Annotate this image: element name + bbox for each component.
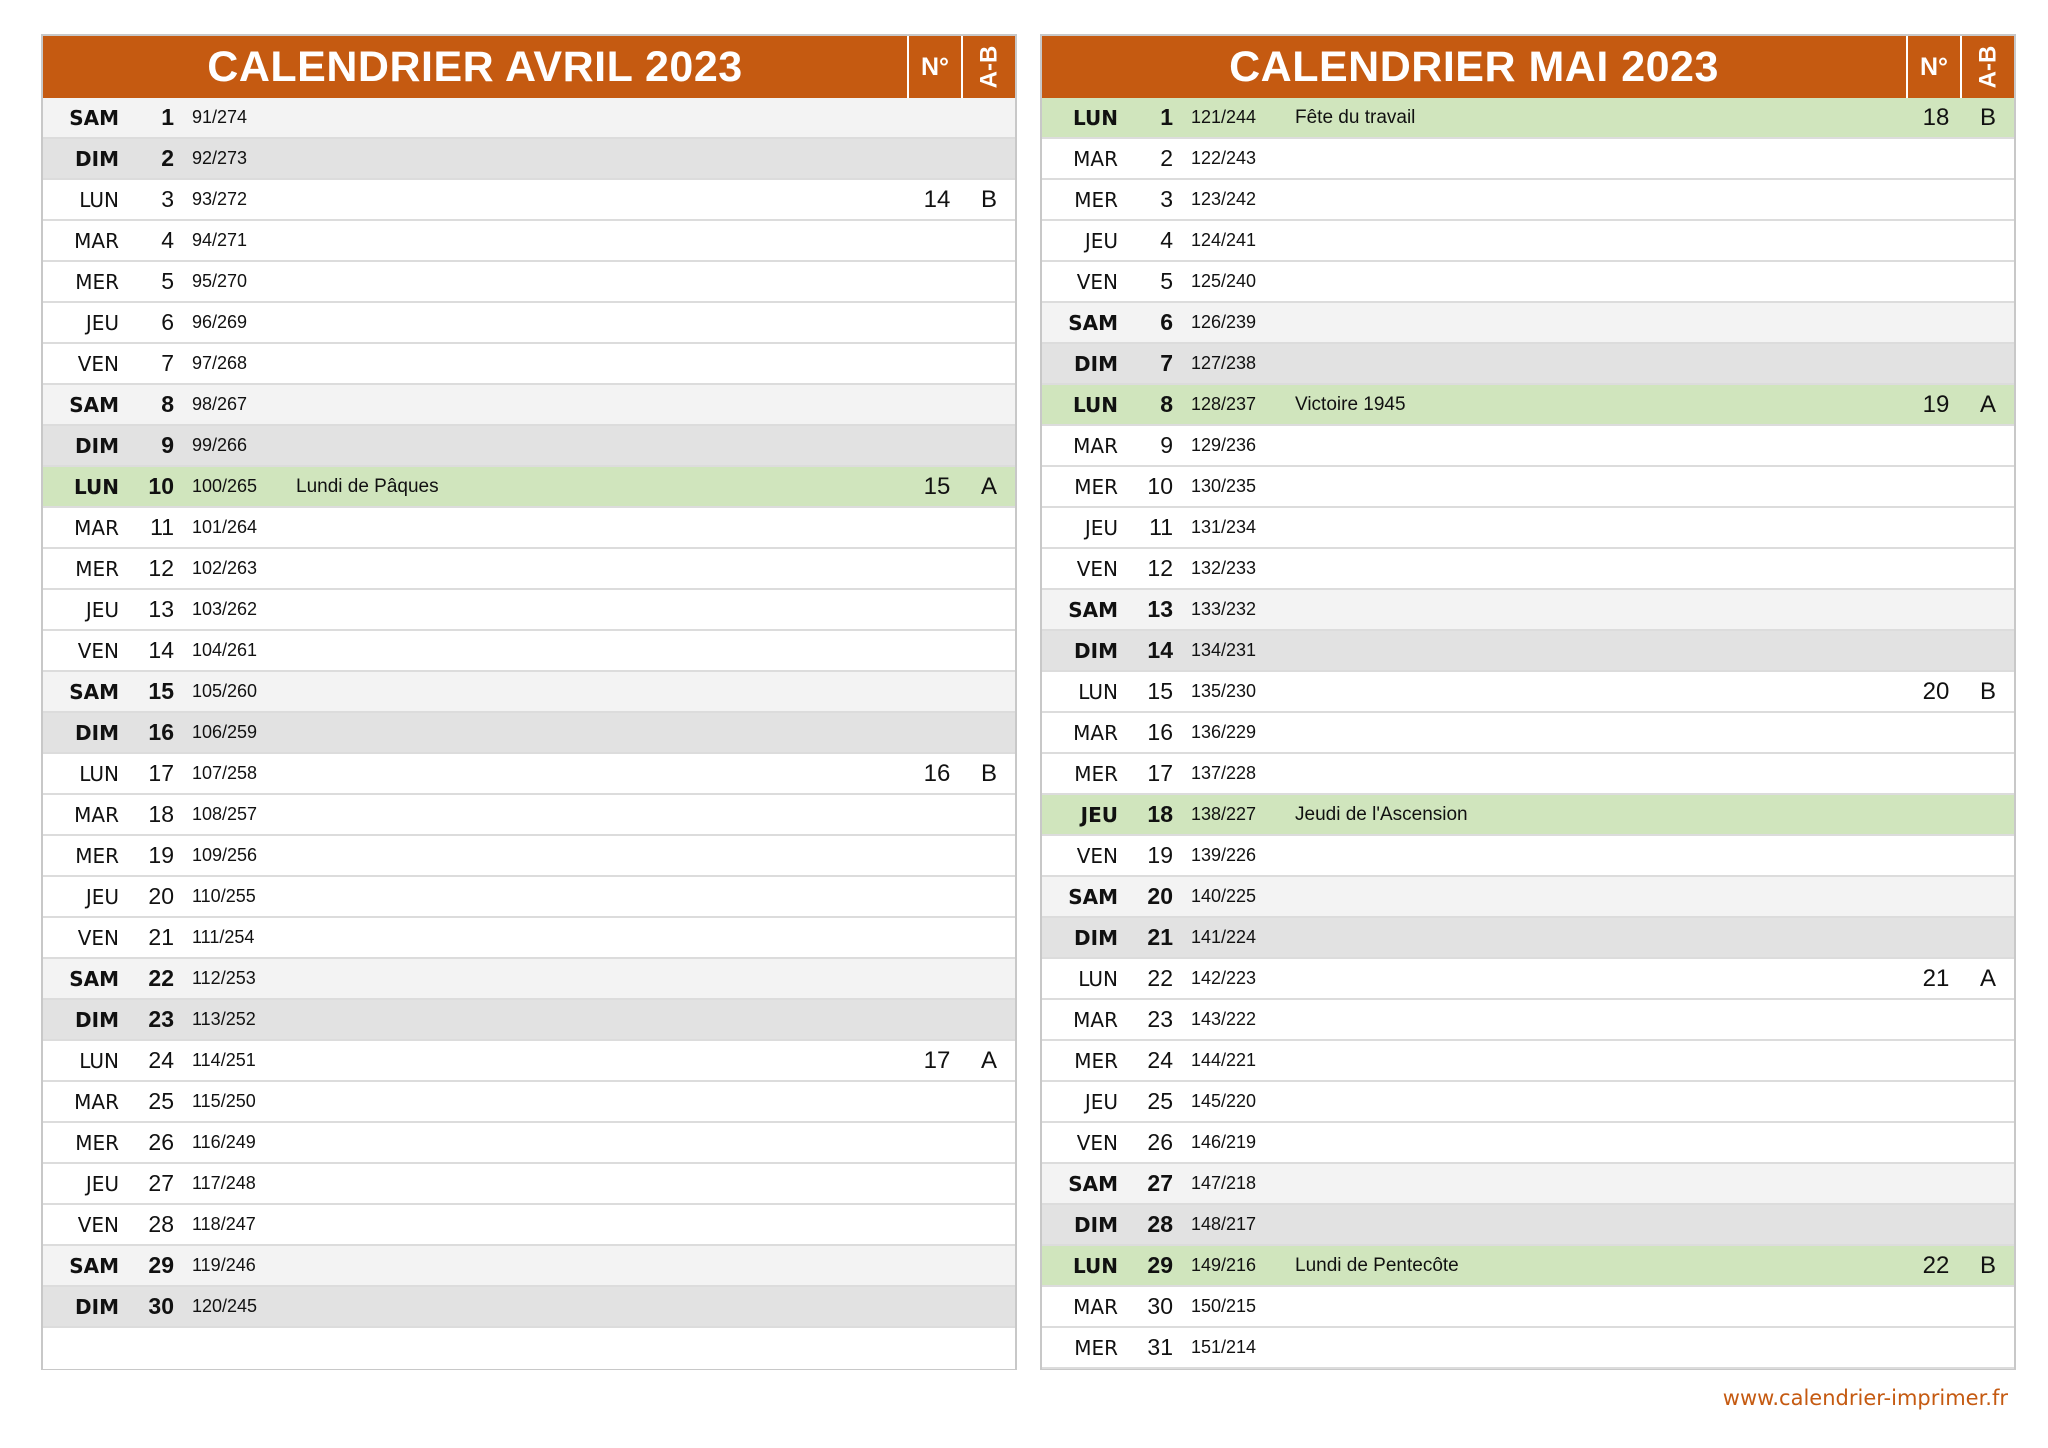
day-number: 14 xyxy=(148,637,174,663)
event-label: Lundi de Pâques xyxy=(296,475,439,497)
day-row xyxy=(43,713,1015,754)
day-row xyxy=(43,1164,1015,1205)
day-number: 27 xyxy=(1147,1170,1173,1196)
day-of-year: 103/262 xyxy=(192,599,258,619)
day-number: 2 xyxy=(161,145,174,171)
day-of-year: 127/238 xyxy=(1191,353,1257,373)
day-number: 7 xyxy=(1160,350,1173,376)
footer-website-link[interactable]: www.calendrier-imprimer.fr xyxy=(1722,1386,2008,1410)
day-number: 11 xyxy=(1149,514,1173,540)
week-number: 20 xyxy=(1922,677,1950,705)
day-row xyxy=(1042,836,2014,877)
weekday-label: DIM xyxy=(75,720,119,745)
day-of-year: 117/248 xyxy=(192,1173,256,1193)
day-number: 5 xyxy=(1160,268,1173,294)
day-number: 27 xyxy=(148,1170,174,1196)
day-number: 14 xyxy=(1147,637,1173,663)
day-of-year: 107/258 xyxy=(192,763,258,783)
day-row xyxy=(1042,1082,2014,1123)
day-of-year: 120/245 xyxy=(192,1296,258,1316)
weekday-label: JEU xyxy=(1084,1089,1118,1114)
weekday-label: MER xyxy=(1074,1048,1118,1073)
day-row xyxy=(1042,1123,2014,1164)
day-row xyxy=(43,590,1015,631)
day-row xyxy=(43,1082,1015,1123)
day-number: 1 xyxy=(1160,104,1173,130)
calendar-header xyxy=(1042,36,2014,98)
weekday-label: MER xyxy=(1074,761,1118,786)
day-of-year: 115/250 xyxy=(192,1091,256,1111)
day-row xyxy=(43,959,1015,1000)
day-of-year: 96/269 xyxy=(192,312,248,332)
day-of-year: 93/272 xyxy=(192,189,248,209)
ab-week: A xyxy=(1979,964,1996,992)
day-number: 12 xyxy=(1147,555,1173,581)
day-number: 30 xyxy=(148,1293,174,1319)
day-number: 23 xyxy=(148,1006,174,1032)
weekday-label: MAR xyxy=(1073,1294,1118,1319)
weekday-label: JEU xyxy=(85,310,119,335)
day-number: 25 xyxy=(1147,1088,1173,1114)
day-row xyxy=(43,877,1015,918)
calendar-body xyxy=(43,98,1015,1369)
weekday-label: MAR xyxy=(1073,146,1118,171)
weekday-label: VEN xyxy=(1076,1130,1118,1155)
calendar-title: CALENDRIER MAI 2023 xyxy=(1229,42,1719,91)
day-row xyxy=(1042,877,2014,918)
weekday-label: SAM xyxy=(1068,884,1118,909)
day-of-year: 135/230 xyxy=(1191,681,1257,701)
day-row xyxy=(1042,1328,2014,1369)
day-of-year: 125/240 xyxy=(1191,271,1257,291)
week-number-header: N° xyxy=(907,36,961,98)
day-number: 12 xyxy=(148,555,174,581)
day-number: 21 xyxy=(148,924,174,950)
weekday-label: DIM xyxy=(75,146,119,171)
weekday-label: MER xyxy=(1074,187,1118,212)
day-of-year: 126/239 xyxy=(1191,312,1257,332)
day-number: 22 xyxy=(148,965,174,991)
day-of-year: 145/220 xyxy=(1191,1091,1257,1111)
weekday-label: JEU xyxy=(85,1171,119,1196)
day-number: 3 xyxy=(1160,186,1173,212)
day-row xyxy=(1042,303,2014,344)
weekday-label: MAR xyxy=(74,802,119,827)
day-row xyxy=(43,262,1015,303)
weekday-label: DIM xyxy=(1074,925,1118,950)
week-number: 21 xyxy=(1922,964,1950,992)
day-row xyxy=(43,1041,1015,1082)
day-row xyxy=(1042,1000,2014,1041)
day-number: 19 xyxy=(148,842,174,868)
week-number: 14 xyxy=(923,185,951,213)
weekday-label: MER xyxy=(1074,474,1118,499)
calendar-body xyxy=(1042,98,2014,1369)
day-of-year: 110/255 xyxy=(192,886,256,906)
day-of-year: 149/216 xyxy=(1191,1255,1257,1275)
weekday-label: SAM xyxy=(1068,310,1118,335)
weekday-label: MAR xyxy=(1073,433,1118,458)
day-row xyxy=(1042,1041,2014,1082)
day-number: 11 xyxy=(150,514,174,540)
day-of-year: 118/247 xyxy=(192,1214,256,1234)
day-row xyxy=(43,754,1015,795)
weekday-label: SAM xyxy=(69,679,119,704)
week-number: 22 xyxy=(1922,1251,1950,1279)
day-number: 31 xyxy=(1147,1334,1173,1360)
day-number: 15 xyxy=(1147,678,1173,704)
day-of-year: 147/218 xyxy=(1191,1173,1257,1193)
day-of-year: 148/217 xyxy=(1191,1214,1257,1234)
day-number: 5 xyxy=(161,268,174,294)
weekday-label: LUN xyxy=(1072,1253,1118,1278)
weekday-label: LUN xyxy=(79,1048,119,1073)
day-of-year: 150/215 xyxy=(1191,1296,1257,1316)
day-row xyxy=(1042,672,2014,713)
day-number: 18 xyxy=(1147,801,1173,827)
day-of-year: 146/219 xyxy=(1191,1132,1257,1152)
weekday-label: SAM xyxy=(69,1253,119,1278)
day-of-year: 94/271 xyxy=(192,230,248,250)
day-row xyxy=(1042,98,2014,139)
day-row xyxy=(43,508,1015,549)
day-row xyxy=(1042,262,2014,303)
day-of-year: 114/251 xyxy=(192,1050,256,1070)
day-number: 8 xyxy=(161,391,174,417)
day-row xyxy=(43,836,1015,877)
day-number: 2 xyxy=(1160,145,1173,171)
weekday-label: MER xyxy=(75,1130,119,1155)
day-of-year: 116/249 xyxy=(192,1132,256,1152)
weekday-label: VEN xyxy=(77,1212,119,1237)
day-number: 1 xyxy=(161,104,174,130)
day-of-year: 128/237 xyxy=(1191,394,1257,414)
weekday-label: MAR xyxy=(74,228,119,253)
day-number: 21 xyxy=(1147,924,1173,950)
week-number: 16 xyxy=(923,759,951,787)
day-number: 7 xyxy=(161,350,174,376)
day-row xyxy=(1042,467,2014,508)
day-number: 13 xyxy=(1147,596,1173,622)
day-of-year: 143/222 xyxy=(1191,1009,1257,1029)
day-of-year: 137/228 xyxy=(1191,763,1257,783)
weekday-label: MAR xyxy=(1073,1007,1118,1032)
weekday-label: DIM xyxy=(75,1007,119,1032)
event-label: Lundi de Pentecôte xyxy=(1295,1254,1459,1276)
day-number: 26 xyxy=(1147,1129,1173,1155)
day-of-year: 91/274 xyxy=(192,107,248,127)
day-row xyxy=(43,1000,1015,1041)
weekday-label: LUN xyxy=(1072,105,1118,130)
ab-week: B xyxy=(980,185,997,213)
day-of-year: 101/264 xyxy=(192,517,258,537)
day-number: 6 xyxy=(161,309,174,335)
weekday-label: LUN xyxy=(73,474,119,499)
day-row xyxy=(1042,631,2014,672)
day-row xyxy=(43,221,1015,262)
day-of-year: 97/268 xyxy=(192,353,248,373)
day-row xyxy=(43,549,1015,590)
ab-week: B xyxy=(1979,677,1996,705)
day-row xyxy=(43,1205,1015,1246)
day-number: 10 xyxy=(148,473,174,499)
calendar-may xyxy=(1040,34,2016,1370)
ab-week: A xyxy=(1979,390,1996,418)
day-number: 29 xyxy=(1147,1252,1173,1278)
day-number: 4 xyxy=(161,227,174,253)
weekday-label: VEN xyxy=(1076,269,1118,294)
empty-row xyxy=(43,1328,1015,1369)
week-number: 17 xyxy=(923,1046,951,1074)
ab-week-header xyxy=(961,36,1015,98)
day-number: 16 xyxy=(148,719,174,745)
day-row xyxy=(43,426,1015,467)
weekday-label: MAR xyxy=(74,1089,119,1114)
day-of-year: 138/227 xyxy=(1191,804,1257,824)
ab-week-header xyxy=(1960,36,2014,98)
weekday-label: JEU xyxy=(85,884,119,909)
week-number-header: N° xyxy=(1906,36,1960,98)
ab-week: B xyxy=(980,759,997,787)
ab-week-header-label: A-B xyxy=(975,45,1002,89)
day-number: 22 xyxy=(1147,965,1173,991)
day-of-year: 123/242 xyxy=(1191,189,1257,209)
day-row xyxy=(1042,426,2014,467)
day-row xyxy=(43,139,1015,180)
day-row xyxy=(1042,139,2014,180)
day-row xyxy=(43,385,1015,426)
day-number: 30 xyxy=(1147,1293,1173,1319)
day-number: 28 xyxy=(1147,1211,1173,1237)
week-number: 19 xyxy=(1922,390,1950,418)
day-of-year: 140/225 xyxy=(1191,886,1257,906)
weekday-label: DIM xyxy=(1074,638,1118,663)
day-row xyxy=(43,344,1015,385)
day-of-year: 100/265 xyxy=(192,476,258,496)
weekday-label: DIM xyxy=(75,433,119,458)
day-row xyxy=(43,672,1015,713)
day-of-year: 99/266 xyxy=(192,435,248,455)
day-number: 9 xyxy=(161,432,174,458)
day-of-year: 106/259 xyxy=(192,722,258,742)
day-row xyxy=(1042,590,2014,631)
day-of-year: 109/256 xyxy=(192,845,258,865)
weekday-label: LUN xyxy=(1072,392,1118,417)
day-row xyxy=(43,631,1015,672)
day-of-year: 129/236 xyxy=(1191,435,1257,455)
day-number: 10 xyxy=(1147,473,1173,499)
day-of-year: 141/224 xyxy=(1191,927,1257,947)
day-of-year: 134/231 xyxy=(1191,640,1257,660)
event-label: Victoire 1945 xyxy=(1295,393,1406,415)
day-row xyxy=(43,303,1015,344)
day-of-year: 105/260 xyxy=(192,681,258,701)
day-row xyxy=(1042,221,2014,262)
ab-week: A xyxy=(980,472,997,500)
week-number: 18 xyxy=(1922,103,1950,131)
day-row xyxy=(43,1123,1015,1164)
day-number: 9 xyxy=(1160,432,1173,458)
day-of-year: 139/226 xyxy=(1191,845,1257,865)
day-row xyxy=(1042,508,2014,549)
day-row xyxy=(1042,1246,2014,1287)
day-of-year: 111/254 xyxy=(192,927,255,947)
week-number: 15 xyxy=(923,472,951,500)
calendar-header xyxy=(43,36,1015,98)
day-number: 29 xyxy=(148,1252,174,1278)
day-number: 26 xyxy=(148,1129,174,1155)
ab-week: A xyxy=(980,1046,997,1074)
weekday-label: VEN xyxy=(1076,556,1118,581)
day-row xyxy=(1042,1205,2014,1246)
weekday-label: LUN xyxy=(79,187,119,212)
day-row xyxy=(43,467,1015,508)
weekday-label: SAM xyxy=(69,966,119,991)
day-number: 20 xyxy=(148,883,174,909)
day-row xyxy=(1042,1287,2014,1328)
day-of-year: 142/223 xyxy=(1191,968,1257,988)
day-number: 6 xyxy=(1160,309,1173,335)
day-of-year: 122/243 xyxy=(1191,148,1257,168)
day-of-year: 108/257 xyxy=(192,804,258,824)
day-number: 23 xyxy=(1147,1006,1173,1032)
weekday-label: MAR xyxy=(1073,720,1118,745)
weekday-label: SAM xyxy=(1068,597,1118,622)
day-of-year: 144/221 xyxy=(1191,1050,1257,1070)
weekday-label: SAM xyxy=(69,105,119,130)
weekday-label: JEU xyxy=(1084,515,1118,540)
weekday-label: JEU xyxy=(1080,802,1118,827)
weekday-label: VEN xyxy=(77,351,119,376)
day-number: 19 xyxy=(1147,842,1173,868)
weekday-label: VEN xyxy=(1076,843,1118,868)
day-number: 17 xyxy=(148,760,174,786)
day-row xyxy=(1042,180,2014,221)
weekday-label: LUN xyxy=(79,761,119,786)
day-of-year: 98/267 xyxy=(192,394,248,414)
weekday-label: MER xyxy=(75,269,119,294)
weekday-label: LUN xyxy=(1078,679,1118,704)
day-of-year: 113/252 xyxy=(192,1009,256,1029)
weekday-label: DIM xyxy=(1074,1212,1118,1237)
day-of-year: 112/253 xyxy=(192,968,256,988)
event-label: Fête du travail xyxy=(1295,106,1416,128)
day-number: 25 xyxy=(148,1088,174,1114)
day-of-year: 133/232 xyxy=(1191,599,1257,619)
day-of-year: 130/235 xyxy=(1191,476,1257,496)
day-of-year: 119/246 xyxy=(192,1255,256,1275)
weekday-label: MER xyxy=(75,556,119,581)
day-of-year: 136/229 xyxy=(1191,722,1257,742)
weekday-label: VEN xyxy=(77,925,119,950)
weekday-label: LUN xyxy=(1078,966,1118,991)
day-row xyxy=(1042,1164,2014,1205)
day-of-year: 121/244 xyxy=(1191,107,1257,127)
day-row xyxy=(43,918,1015,959)
day-number: 24 xyxy=(148,1047,174,1073)
day-row xyxy=(1042,713,2014,754)
weekday-label: SAM xyxy=(1068,1171,1118,1196)
day-row xyxy=(1042,795,2014,836)
day-number: 3 xyxy=(161,186,174,212)
ab-week: B xyxy=(1979,103,1996,131)
day-row xyxy=(43,1246,1015,1287)
calendar-title: CALENDRIER AVRIL 2023 xyxy=(207,42,743,91)
day-row xyxy=(1042,549,2014,590)
calendar-april xyxy=(41,34,1017,1370)
day-number: 24 xyxy=(1147,1047,1173,1073)
event-label: Jeudi de l'Ascension xyxy=(1295,803,1468,825)
weekday-label: DIM xyxy=(75,1294,119,1319)
weekday-label: MER xyxy=(75,843,119,868)
day-number: 4 xyxy=(1160,227,1173,253)
day-of-year: 151/214 xyxy=(1191,1337,1257,1357)
day-of-year: 92/273 xyxy=(192,148,248,168)
day-of-year: 104/261 xyxy=(192,640,258,660)
weekday-label: VEN xyxy=(77,638,119,663)
day-of-year: 102/263 xyxy=(192,558,258,578)
day-row xyxy=(1042,959,2014,1000)
day-of-year: 131/234 xyxy=(1191,517,1257,537)
weekday-label: MER xyxy=(1074,1335,1118,1360)
ab-week: B xyxy=(1979,1251,1996,1279)
day-number: 8 xyxy=(1160,391,1173,417)
day-of-year: 95/270 xyxy=(192,271,248,291)
day-of-year: 132/233 xyxy=(1191,558,1257,578)
day-row xyxy=(1042,344,2014,385)
day-row xyxy=(1042,754,2014,795)
day-number: 17 xyxy=(1147,760,1173,786)
weekday-label: JEU xyxy=(1084,228,1118,253)
day-row xyxy=(43,1287,1015,1328)
day-row xyxy=(1042,385,2014,426)
ab-week-header-label: A-B xyxy=(1974,45,2001,89)
day-row xyxy=(43,795,1015,836)
day-number: 28 xyxy=(148,1211,174,1237)
weekday-label: DIM xyxy=(1074,351,1118,376)
day-number: 18 xyxy=(148,801,174,827)
day-number: 15 xyxy=(148,678,174,704)
day-number: 16 xyxy=(1147,719,1173,745)
day-of-year: 124/241 xyxy=(1191,230,1257,250)
day-row xyxy=(1042,918,2014,959)
day-row xyxy=(43,98,1015,139)
weekday-label: JEU xyxy=(85,597,119,622)
day-number: 20 xyxy=(1147,883,1173,909)
weekday-label: SAM xyxy=(69,392,119,417)
weekday-label: MAR xyxy=(74,515,119,540)
day-row xyxy=(43,180,1015,221)
day-number: 13 xyxy=(148,596,174,622)
